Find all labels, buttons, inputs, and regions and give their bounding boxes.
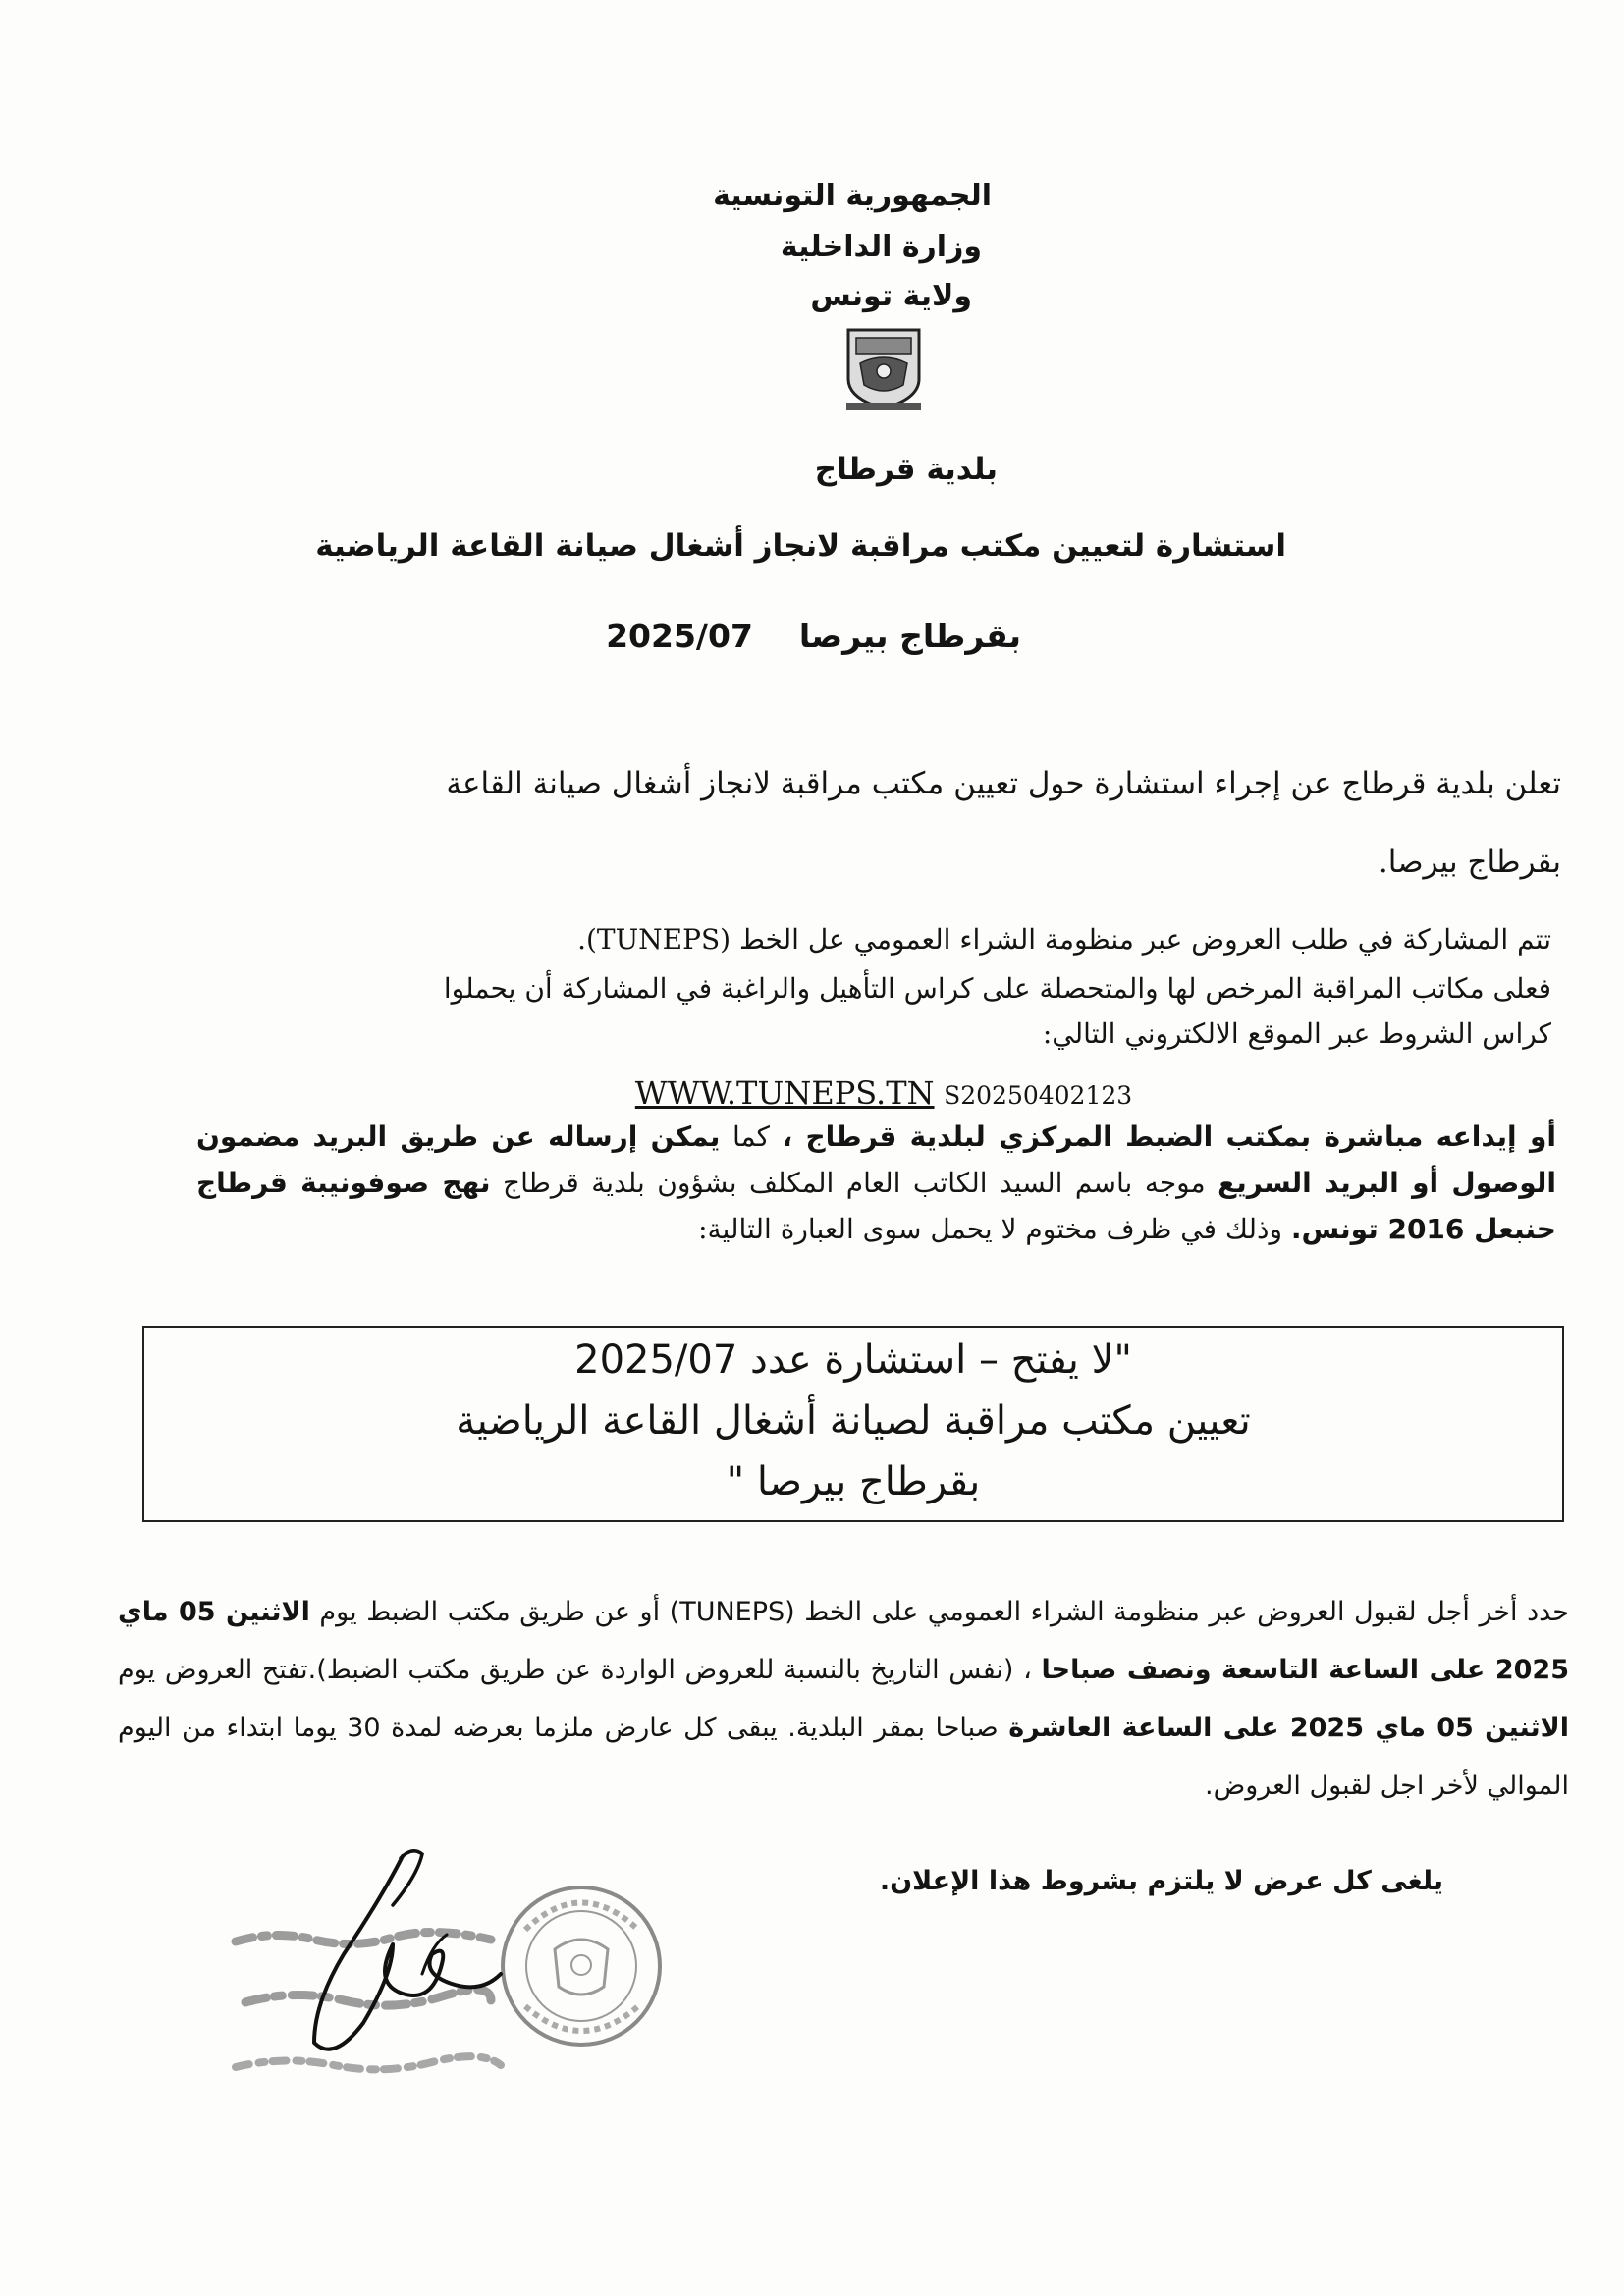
municipality-emblem-icon xyxy=(842,324,925,412)
consultation-number: 2025/07 xyxy=(606,617,753,655)
deadline-paragraph xyxy=(118,1583,1569,1815)
signature-icon xyxy=(275,1836,530,2072)
republic-heading: الجمهورية التونسية xyxy=(713,179,992,213)
deadline-text: حدد أخر أجل لقبول العروض عبر منظومة الشراء العمومي على الخط (TUNEPS) أو عن طريق مكتب الضبط يوم xyxy=(309,1597,1570,1627)
deposit-text: موجه باسم السيد الكاتب العام المكلف بشؤون بلدية قرطاج xyxy=(490,1167,1218,1199)
participation-line: تتم المشاركة في طلب العروض عبر منظومة الشراء العمومي عل الخط (TUNEPS). xyxy=(577,923,1551,956)
announcement-subtitle xyxy=(550,617,1021,655)
deposit-address: نهج صوفونيبة قرطاج حنبعل 2016 تونس. xyxy=(196,1167,1556,1245)
intro-line: بقرطاج بيرصا. xyxy=(1378,845,1561,880)
website-link[interactable]: WWW.TUNEPS.TN xyxy=(634,1074,935,1112)
deposit-bold-text: أو إيداعه مباشرة بمكتب الضبط المركزي لبلدية قرطاج ، xyxy=(782,1121,1556,1153)
deposit-bold-text: يمكن إرساله عن طريق البريد مضمون الوصول أو البريد السريع xyxy=(196,1121,1556,1199)
deposit-text: كما xyxy=(720,1121,783,1153)
envelope-line: "لا يفتح – استشارة عدد 2025/07 xyxy=(574,1338,1132,1383)
deadline-text: صباحا بمقر البلدية. يبقى كل عارض ملزما بعرضه لمدة 30 يوما ابتداء من اليوم الموالي لأخر اجل لقبول العروض. xyxy=(118,1713,1569,1801)
deadline-date: الاثنين 05 ماي 2025 على الساعة التاسعة ونصف صباحا xyxy=(118,1597,1569,1685)
deposit-paragraph xyxy=(196,1114,1556,1252)
participation-line: كراس الشروط عبر الموقع الالكتروني التالي: xyxy=(1042,1017,1551,1050)
consultation-code: S20250402123 xyxy=(944,1081,1133,1110)
intro-line: تعلن بلدية قرطاج عن إجراء استشارة حول تعيين مكتب مراقبة لانجاز أشغال صيانة القاعة xyxy=(446,766,1561,801)
ministry-heading: وزارة الداخلية xyxy=(780,230,982,264)
deposit-text: وذلك في ظرف مختوم لا يحمل سوى العبارة التالية: xyxy=(698,1213,1291,1245)
envelope-text-box xyxy=(142,1326,1564,1522)
deadline-text: ، (نفس التاريخ بالنسبة للعروض الواردة عن طريق مكتب الضبط).تفتح العروض يوم xyxy=(118,1655,1042,1685)
closing-note: يلغى كل عرض لا يلتزم بشروط هذا الإعلان. xyxy=(879,1866,1443,1896)
municipality-name: بلدية قرطاج xyxy=(814,452,998,487)
envelope-line: تعيين مكتب مراقبة لصيانة أشغال القاعة الرياضية xyxy=(456,1398,1251,1444)
envelope-line: بقرطاج بيرصا " xyxy=(726,1459,981,1504)
subtitle-place: بقرطاج بيرصا xyxy=(798,617,1021,655)
participation-line: فعلى مكاتب المراقبة المرخص لها والمتحصلة على كراس التأهيل والراغبة في المشاركة أن يحملوا xyxy=(443,972,1551,1005)
opening-date: الاثنين 05 ماي 2025 على الساعة العاشرة xyxy=(1008,1713,1569,1743)
governorate-heading: ولاية تونس xyxy=(810,279,972,313)
announcement-title: استشارة لتعيين مكتب مراقبة لانجاز أشغال صيانة القاعة الرياضية xyxy=(315,528,1286,564)
website-reference xyxy=(609,1074,1159,1112)
